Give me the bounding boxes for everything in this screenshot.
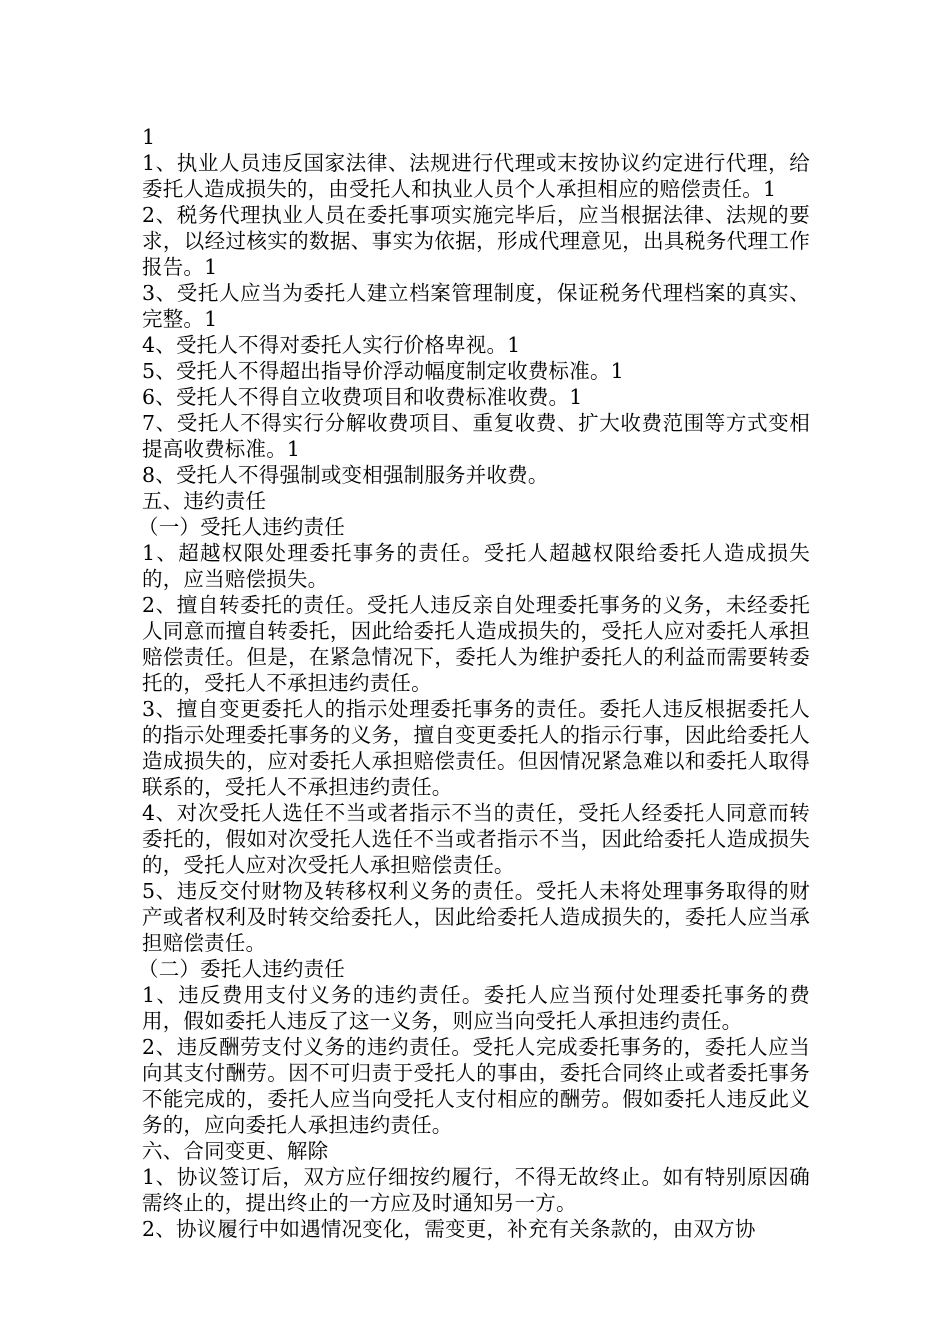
paragraph-trustee-breach-3: 3、擅自变更委托人的指示处理委托事务的责任。委托人违反根据委托人的指示处理委托事务的义务，擅自变更委托人的指示行事，因此给委托人造成损失的，应对委托人承担赔偿责任。但因情况紧急难以和委托人取得联系的，受托人不承担违约责任。 <box>142 697 810 799</box>
paragraph-trustee-breach-5: 5、违反交付财物及转移权利义务的责任。受托人未将处理事务取得的财产或者权利及时转交给委托人，因此给委托人造成损失的，委托人应当承担赔偿责任。 <box>142 879 810 955</box>
section-heading-change-termination: 六、合同变更、解除 <box>142 1139 329 1163</box>
paragraph-client-breach-2: 2、违反酬劳支付义务的违约责任。受托人完成委托事务的，委托人应当向其支付酬劳。因不可归责于受托人的事由，委托合同终止或者委托事务不能完成的，委托人应当向受托人支付相应的酬劳。假如委托人违反此义务的，应向委托人承担违约责任。 <box>142 1035 810 1137</box>
page-marker: 1 <box>142 125 156 149</box>
paragraph-obligation-1: 1、执业人员违反国家法律、法规进行代理或末按协议约定进行代理，给委托人造成损失的，由受托人和执业人员个人承担相应的赔偿责任。1 <box>142 151 810 201</box>
paragraph-obligation-8: 8、受托人不得强制或变相强制服务并收费。 <box>142 463 549 487</box>
paragraph-obligation-7: 7、受托人不得实行分解收费项目、重复收费、扩大收费范围等方式变相提高收费标准。1 <box>142 411 810 461</box>
paragraph-change-2: 2、协议履行中如遇情况变化，需变更，补充有关条款的，由双方协 <box>142 1217 756 1241</box>
subsection-heading-trustee-breach: （一）受托人违约责任 <box>138 515 345 539</box>
paragraph-trustee-breach-1: 1、超越权限处理委托事务的责任。受托人超越权限给委托人造成损失的，应当赔偿损失。 <box>142 541 810 591</box>
section-heading-breach: 五、违约责任 <box>142 489 267 513</box>
document-page <box>138 124 810 1242</box>
paragraph-obligation-3: 3、受托人应当为委托人建立档案管理制度，保证税务代理档案的真实、完整。1 <box>142 281 810 331</box>
paragraph-obligation-6: 6、受托人不得自立收费项目和收费标准收费。1 <box>142 385 583 409</box>
paragraph-trustee-breach-4: 4、对次受托人选任不当或者指示不当的责任，受托人经委托人同意而转委托的，假如对次受托人选任不当或者指示不当，因此给委托人造成损失的，受托人应对次受托人承担赔偿责任。 <box>142 801 810 877</box>
paragraph-trustee-breach-2: 2、擅自转委托的责任。受托人违反亲自处理委托事务的义务，未经委托人同意而擅自转委托，因此给委托人造成损失的，受托人应对委托人承担赔偿责任。但是，在紧急情况下，委托人为维护委托人的利益而需要转委托的，受托人不承担违约责任。 <box>142 593 810 695</box>
subsection-heading-client-breach: （二）委托人违约责任 <box>138 957 345 981</box>
paragraph-change-1: 1、协议签订后，双方应仔细按约履行，不得无故终止。如有特别原因确需终止的，提出终止的一方应及时通知另一方。 <box>142 1165 810 1215</box>
paragraph-client-breach-1: 1、违反费用支付义务的违约责任。委托人应当预付处理委托事务的费用，假如委托人违反了这一义务，则应当向受托人承担违约责任。 <box>142 983 810 1033</box>
paragraph-obligation-5: 5、受托人不得超出指导价浮动幅度制定收费标准。1 <box>142 359 624 383</box>
paragraph-obligation-2: 2、税务代理执业人员在委托事项实施完毕后，应当根据法律、法规的要求，以经过核实的数据、事实为依据，形成代理意见，出具税务代理工作报告。1 <box>142 203 810 279</box>
paragraph-obligation-4: 4、受托人不得对委托人实行价格卑视。1 <box>142 333 521 357</box>
